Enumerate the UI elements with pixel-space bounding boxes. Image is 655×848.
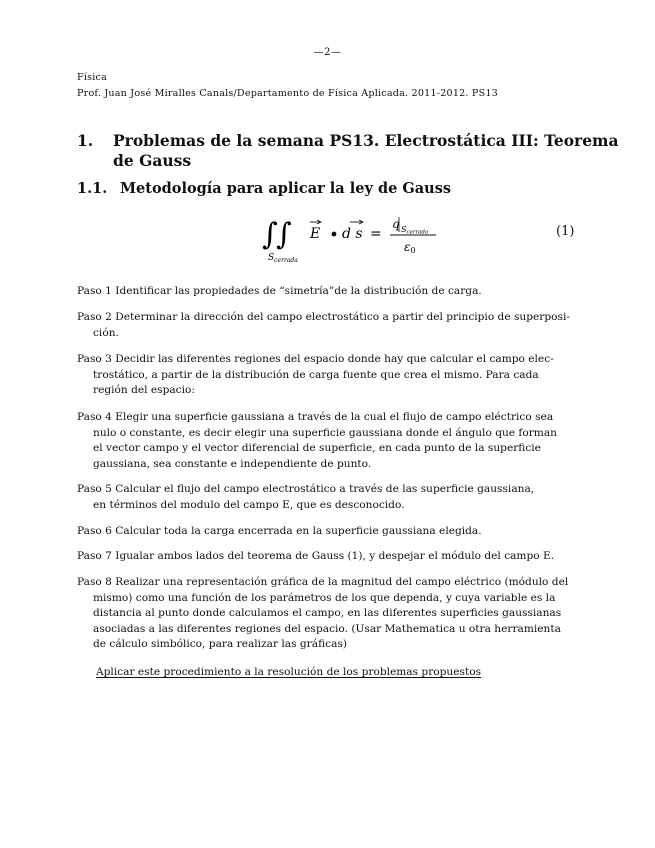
step-item bbox=[77, 352, 577, 399]
step-item bbox=[77, 524, 577, 540]
step-item bbox=[77, 575, 577, 653]
step-label: Paso 3 bbox=[77, 353, 112, 365]
page-number: —2— bbox=[313, 47, 342, 58]
step-label: Paso 8 bbox=[77, 576, 112, 588]
step-text: Identificar las propiedades de “simetría”de la distribución de carga. bbox=[115, 285, 482, 297]
step-line: asociadas a las diferentes regiones del espacio. (Usar Mathematica u otra herramienta bbox=[93, 622, 561, 635]
step-text: Realizar una representación gráfica de la magnitud del campo eléctrico (módulo del bbox=[115, 576, 569, 588]
step-text: Decidir las diferentes regiones del espacio donde hay que calcular el campo elec- bbox=[115, 353, 554, 365]
step-line: ción. bbox=[93, 326, 119, 339]
section-title: Problemas de la semana PS13. Electrostática III: Teorema de Gauss bbox=[113, 131, 619, 170]
step-text: Elegir una superficie gaussiana a través de la cual el flujo de campo eléctrico sea bbox=[115, 411, 554, 423]
step-line bbox=[77, 575, 577, 591]
step-line: el vector campo y el vector diferencial de superficie, en cada punto de la superficie bbox=[93, 442, 541, 454]
step-line: región del espacio: bbox=[93, 384, 195, 396]
surface-subscript: $S_{cerrada}$ bbox=[268, 253, 298, 264]
step-item bbox=[77, 482, 577, 513]
charge-q-symbol: q bbox=[392, 217, 400, 231]
step-text: Calcular toda la carga encerrada en la superficie gaussiana elegida. bbox=[115, 525, 482, 537]
subsection-title: Metodología para aplicar la ley de Gauss bbox=[120, 180, 452, 197]
header-author-line: Prof. Juan José Miralles Canals/Departamento de Física Aplicada. 2011-2012. PS13 bbox=[77, 88, 498, 99]
step-label: Paso 1 bbox=[77, 285, 112, 297]
dot-product-symbol bbox=[332, 232, 337, 237]
step-line: gaussiana, sea constante e independiente de punto. bbox=[93, 457, 372, 470]
step-label: Paso 5 bbox=[77, 483, 112, 495]
step-line: de cálculo simbólico, para realizar las gráficas) bbox=[93, 638, 347, 650]
step-line bbox=[77, 410, 577, 426]
step-text: Calcular el flujo del campo electrostático a través de las superficie gaussiana, bbox=[115, 483, 535, 495]
step-text: Igualar ambos lados del teorema de Gauss (1), y despejar el módulo del campo E. bbox=[115, 550, 555, 562]
field-e-symbol: E bbox=[310, 226, 321, 242]
step-line bbox=[77, 310, 577, 326]
integral-sign-1: ∫ bbox=[262, 217, 278, 252]
step-line bbox=[77, 352, 577, 368]
gauss-law-equation bbox=[258, 208, 588, 270]
step-label: Paso 4 bbox=[77, 411, 112, 423]
header-subject: Física bbox=[77, 72, 108, 83]
step-line bbox=[77, 284, 577, 300]
epsilon-zero-symbol: ε0 bbox=[404, 240, 416, 255]
differential-ds-symbol: d s bbox=[342, 226, 363, 242]
final-instruction: Aplicar este procedimiento a la resolución de los problemas propuestos bbox=[96, 666, 482, 678]
section-number: 1. bbox=[77, 131, 94, 150]
step-line: nulo o constante, es decir elegir una superficie gaussiana donde el ángulo que forman bbox=[93, 426, 557, 439]
equation-number: (1) bbox=[556, 224, 575, 239]
step-item bbox=[77, 284, 577, 300]
step-label: Paso 2 bbox=[77, 311, 112, 323]
step-item bbox=[77, 310, 577, 341]
step-line: en términos del modulo del campo E, que es desconocido. bbox=[93, 498, 405, 511]
step-line: trostático, a partir de la distribución de carga fuente que crea el mismo. Para cada bbox=[93, 368, 539, 381]
step-line bbox=[77, 482, 577, 498]
step-label: Paso 7 bbox=[77, 550, 112, 562]
charge-subscript: Scerrada bbox=[401, 225, 429, 236]
step-item bbox=[77, 549, 577, 565]
step-text: Determinar la dirección del campo electrostático a partir del principio de superposi- bbox=[115, 311, 570, 323]
integral-sign-2: ∫ bbox=[276, 217, 292, 252]
step-label: Paso 6 bbox=[77, 525, 112, 537]
step-item bbox=[77, 410, 577, 472]
step-line bbox=[77, 524, 577, 540]
subsection-number: 1.1. bbox=[77, 180, 108, 197]
step-line: mismo) como una función de los parámetros de los que dependa, y cuya variable es la bbox=[93, 591, 556, 604]
step-line bbox=[77, 549, 577, 565]
step-line: distancia al punto donde calculamos el campo, en las diferentes superficies gaussianas bbox=[93, 607, 562, 619]
equals-sign: = bbox=[370, 226, 382, 242]
